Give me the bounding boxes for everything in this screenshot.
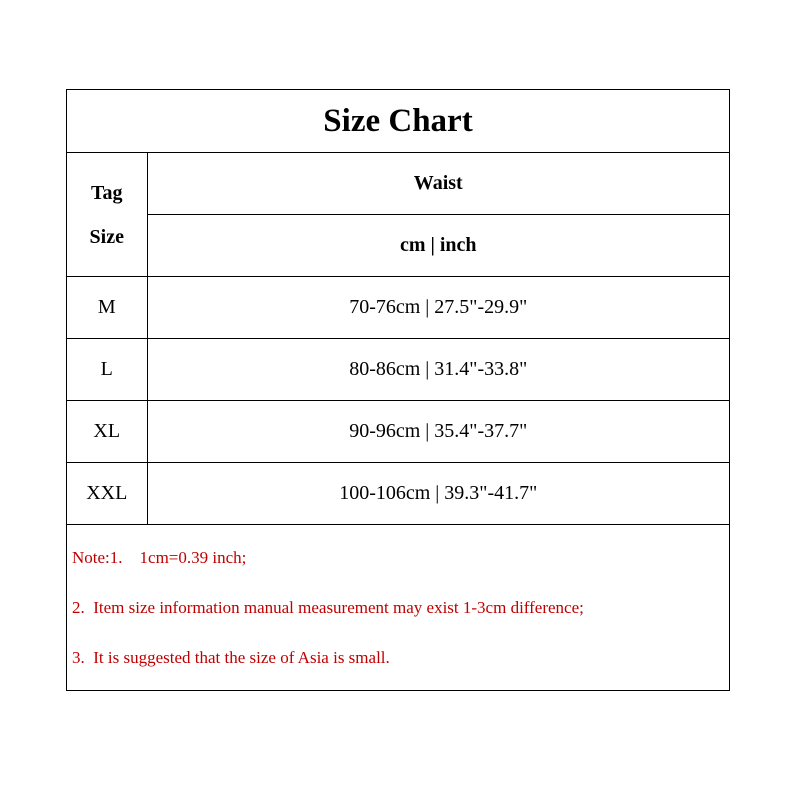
header-row-units — [67, 215, 729, 277]
table-row — [67, 339, 729, 401]
tag-size-header — [67, 153, 147, 277]
size-chart-frame — [66, 89, 730, 691]
waist-cell: 100-106cm | 39.3"-41.7" — [147, 463, 729, 525]
waist-cell: 70-76cm | 27.5"-29.9" — [147, 277, 729, 339]
size-chart-title: Size Chart — [67, 90, 729, 153]
waist-header: Waist — [147, 153, 729, 215]
waist-cell: 90-96cm | 35.4"-37.7" — [147, 401, 729, 463]
waist-cell: 80-86cm | 31.4"-33.8" — [147, 339, 729, 401]
header-row-waist — [67, 153, 729, 215]
size-table — [67, 153, 729, 525]
table-row — [67, 401, 729, 463]
table-row — [67, 277, 729, 339]
tag-size-header-line1: Tag — [90, 181, 123, 204]
size-cell: L — [67, 339, 147, 401]
table-row — [67, 463, 729, 525]
note-line: Note:1. 1cm=0.39 inch; — [72, 548, 247, 567]
note-line: 3. It is suggested that the size of Asia is small. — [72, 648, 390, 667]
size-cell: M — [67, 277, 147, 339]
note-line: 2. Item size information manual measurement may exist 1-3cm difference; — [72, 598, 584, 617]
size-cell: XL — [67, 401, 147, 463]
tag-size-header-line2: Size — [89, 225, 124, 248]
units-header: cm | inch — [147, 215, 729, 277]
size-cell: XXL — [67, 463, 147, 525]
notes-section — [67, 525, 729, 693]
